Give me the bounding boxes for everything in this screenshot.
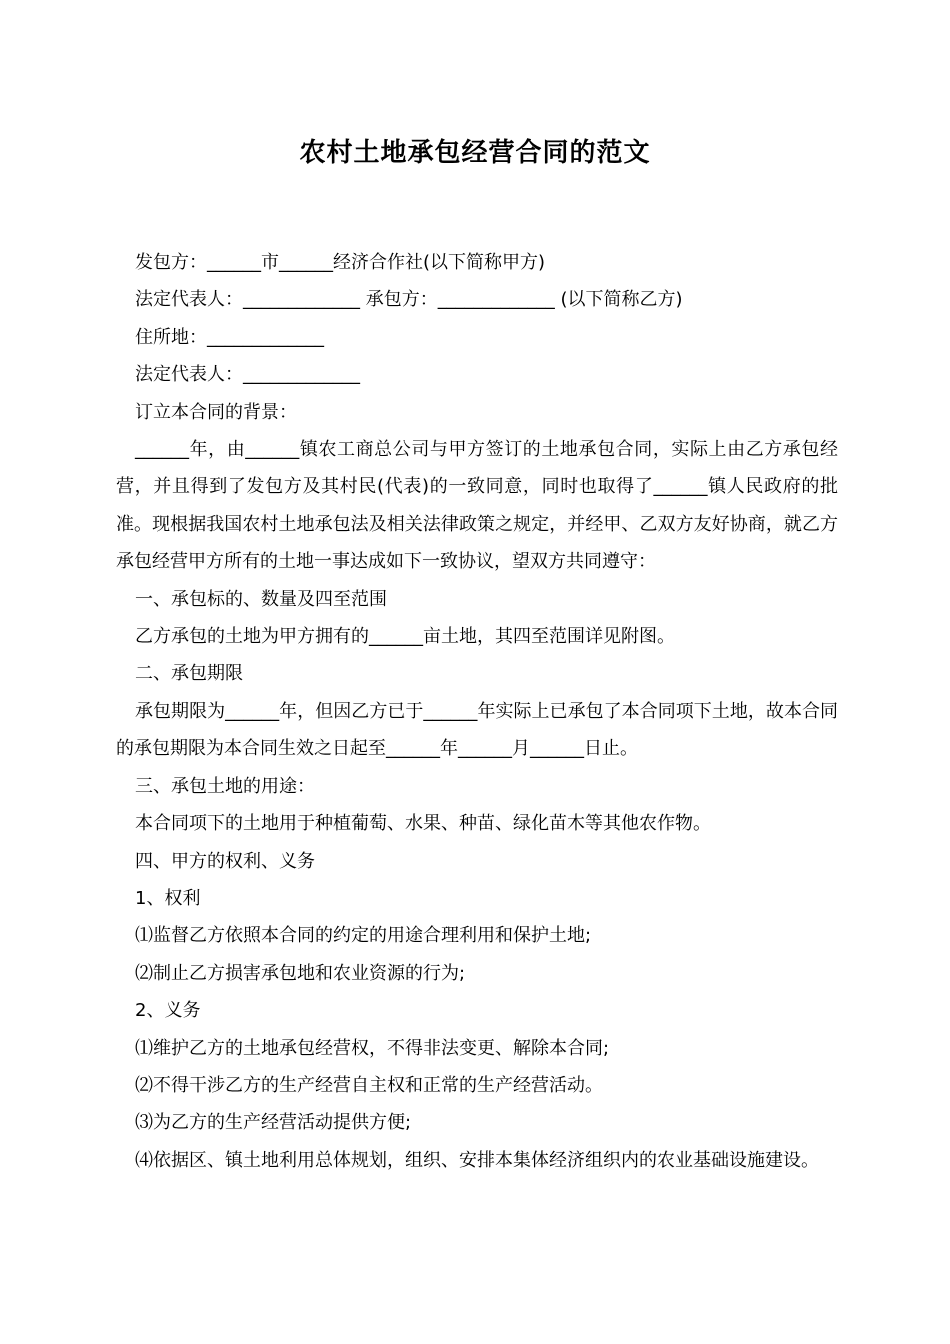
section-text-2: 承包期限为______年，但因乙方已于______年实际上已承包了本合同项下土地，故本合同的承包期限为本合同生效之日起至______年______月______日止。 xyxy=(116,700,838,760)
rights-item-2: ⑵制止乙方损害承包地和农业资源的行为; xyxy=(135,962,466,984)
duties-item-3: ⑶为乙方的生产经营活动提供方便; xyxy=(135,1112,412,1134)
document-title: 农村土地承包经营合同的范文 xyxy=(299,138,651,168)
contract-legal-rep: 法定代表人：_____________ xyxy=(135,364,360,386)
section-heading-2: 二、承包期限 xyxy=(135,663,243,685)
background-paragraph: ______年，由______镇农工商总公司与甲方签订的土地承包合同，实际上由乙方承包经营，并且得到了发包方及其村民(代表)的一致同意，同时也取得了______镇人民政府的批准。现根据我国农村土地承包法及相关法律政策之规定，并经甲、乙双方友好协商，就乙方承包经营甲方所有的土地一事达成如下一致协议，望双方共同遵守： xyxy=(116,439,838,573)
subheading-rights: 1、权利 xyxy=(135,887,201,909)
section-heading-4: 四、甲方的权利、义务 xyxy=(135,850,315,872)
contract-legal-rep-and-contractor: 法定代表人：_____________ 承包方：_____________ (以下简称乙方) xyxy=(135,289,683,311)
contract-address: 住所地：_____________ xyxy=(135,326,324,348)
rights-item-1: ⑴监督乙方依照本合同的约定的用途合理利用和保护土地; xyxy=(135,925,592,947)
section-text-1: 乙方承包的土地为甲方拥有的______亩土地，其四至范围详见附图。 xyxy=(135,626,675,648)
background-heading: 订立本合同的背景： xyxy=(135,401,297,423)
duties-item-2: ⑵不得干涉乙方的生产经营自主权和正常的生产经营活动。 xyxy=(135,1074,603,1096)
section-text-3: 本合同项下的土地用于种植葡萄、水果、种苗、绿化苗木等其他农作物。 xyxy=(135,813,711,835)
document-body xyxy=(116,244,838,1179)
section-heading-1: 一、承包标的、数量及四至范围 xyxy=(135,588,387,610)
section-heading-3: 三、承包土地的用途： xyxy=(135,775,315,797)
contract-party-issuer: 发包方：______市______经济合作社(以下简称甲方) xyxy=(135,252,546,273)
duties-item-1: ⑴维护乙方的土地承包经营权，不得非法变更、解除本合同; xyxy=(135,1037,610,1059)
subheading-duties: 2、义务 xyxy=(135,1000,201,1022)
duties-item-4: ⑷依据区、镇土地利用总体规划，组织、安排本集体经济组织内的农业基础设施建设。 xyxy=(135,1149,819,1171)
